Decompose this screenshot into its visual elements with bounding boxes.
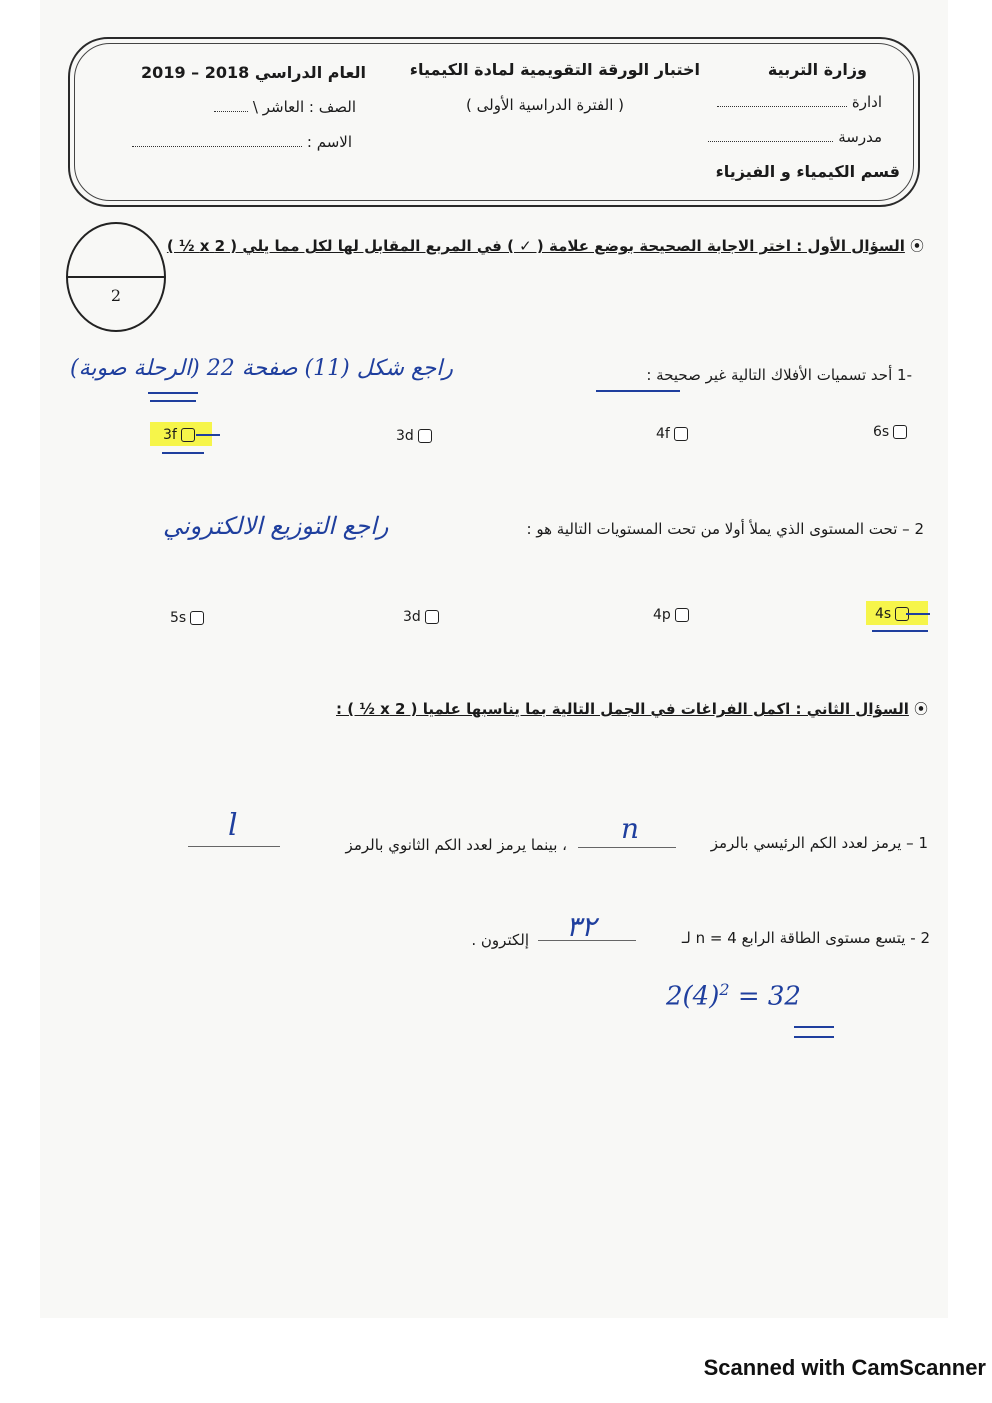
q1-item1-handwritten-note: راجع شكل (11) صفحة 22 (الرحلة صوبة) <box>70 356 453 381</box>
q1-item1-number: -1 <box>897 366 912 384</box>
bullet-icon: ⦿ <box>914 702 928 718</box>
q2-item1-number: 1 – <box>906 834 928 852</box>
q1-item2-option-1[interactable]: 4s <box>875 606 909 622</box>
q1-item1-option-2[interactable]: 4f <box>656 426 688 442</box>
school-label: مدرسة <box>838 128 882 146</box>
q1-item1-row <box>646 366 912 384</box>
bullet-icon: ⦿ <box>910 239 924 255</box>
score-circle <box>66 222 166 332</box>
name-label: الاسم : <box>306 133 352 151</box>
checkbox[interactable] <box>190 611 204 625</box>
checkbox[interactable] <box>675 608 689 622</box>
q2-item1-part-a <box>711 834 928 852</box>
admin-label: ادارة <box>851 93 882 111</box>
grade-blank <box>214 99 248 112</box>
q1-item2-option-4[interactable]: 5s <box>170 610 204 626</box>
q2-item1-blank-b[interactable] <box>188 846 280 847</box>
q2-item2-answer: ٣٢ <box>566 910 597 943</box>
school-year: العام الدراسي 2018 – 2019 <box>141 63 366 82</box>
department-label: قسم الكيمياء و الفيزياء <box>715 162 900 181</box>
camscanner-watermark: Scanned with CamScanner <box>703 1355 986 1380</box>
note-underline-1 <box>148 392 198 394</box>
checkbox[interactable] <box>418 429 432 443</box>
q1-item1-underline <box>596 390 680 392</box>
q2-item1-answer-a: n <box>621 812 640 845</box>
q1-item1-text: أحد تسميات الأفلاك التالية غير صحيحة : <box>646 366 893 384</box>
q2-item2-text-b: إلكترون . <box>471 931 529 949</box>
work-underline-2 <box>794 1036 834 1038</box>
q2-item1-text-a: يرمز لعدد الكم الرئيسي بالرمز <box>710 834 902 852</box>
school-field <box>708 128 882 146</box>
q1-item2-option-2[interactable]: 4p <box>653 607 689 623</box>
ministry-label: وزارة التربية <box>767 60 867 79</box>
checkbox[interactable] <box>674 427 688 441</box>
name-field <box>132 133 352 151</box>
admin-blank <box>717 94 847 107</box>
check-mark-icon <box>906 613 930 615</box>
exam-title: اختبار الورقة التقويمية لمادة الكيمياء <box>409 60 700 79</box>
checked-checkbox[interactable] <box>181 428 195 442</box>
q1-item1-option-1[interactable]: 6s <box>873 424 907 440</box>
q1-item2-row <box>527 520 924 538</box>
q1-item2-option-3[interactable]: 3d <box>403 609 439 625</box>
answer-underline-3f <box>162 452 204 454</box>
question2-title-row <box>336 699 928 719</box>
exam-period: ( الفترة الدراسية الأولى ) <box>466 96 624 114</box>
q2-item1-answer-b: l <box>228 808 238 843</box>
check-mark-icon <box>196 434 220 436</box>
q1-item1-option-4[interactable]: 3f <box>163 427 195 443</box>
grade-label: الصف : العاشر \ <box>252 98 356 116</box>
q1-item2-handwritten-note: راجع التوزيع الالكتروني <box>163 512 389 540</box>
q1-item2-number: 2 – <box>902 520 924 538</box>
grade-field <box>214 98 356 116</box>
q1-item2-text: تحت المستوى الذي يملأ أولا من تحت المستويات التالية هو : <box>526 520 898 538</box>
q2-item2-text-a: يتسع مستوى الطاقة الرابع n = 4 لـ <box>681 929 906 947</box>
score-divider <box>68 276 164 278</box>
q2-item1-text-b: ، بينما يرمز لعدد الكم الثانوي بالرمز <box>345 836 567 854</box>
question2-title: السؤال الثاني : اكمل الفراغات في الجمل التالية بما يناسبها علميا ( 2 x ½ ) : <box>336 700 909 718</box>
q2-work-calculation: $2(4)^2 = 32$ <box>666 980 801 1012</box>
q2-item2-number: 2 - <box>910 929 930 947</box>
name-blank <box>132 134 302 147</box>
q1-item1-option-3[interactable]: 3d <box>396 428 432 444</box>
q2-item1-blank-a[interactable] <box>578 847 676 848</box>
q2-item2-part-a <box>682 929 930 947</box>
school-blank <box>708 129 833 142</box>
note-underline-2 <box>150 400 196 402</box>
answer-underline-4s <box>872 630 928 632</box>
checkbox[interactable] <box>425 610 439 624</box>
work-underline-1 <box>794 1026 834 1028</box>
question1-title-row <box>167 236 924 256</box>
score-value: 2 <box>110 286 122 305</box>
question1-title: السؤال الأول : اختر الاجابة الصحيحة بوضع علامة ( ✓ ) في المربع المقابل لها لكل مما يلي ( 2 x ½ ) <box>166 237 905 255</box>
checkbox[interactable] <box>893 425 907 439</box>
admin-field <box>717 93 882 111</box>
